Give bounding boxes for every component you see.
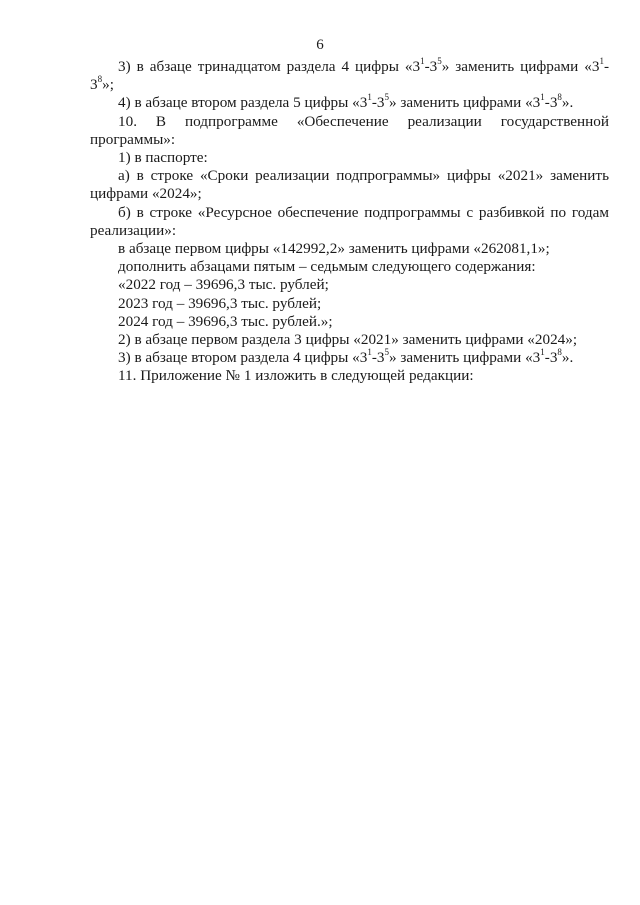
text-run: » заменить цифрами «3: [389, 94, 541, 112]
superscript: 8: [557, 92, 562, 103]
document-body: [90, 55, 609, 386]
text-run: а) в строке «Сроки реализации подпрограммы» цифры «2021» заменить цифрами «2024»;: [90, 167, 609, 203]
text-run: » заменить цифрами «3: [441, 58, 600, 75]
text-run: б) в строке «Ресурсное обеспечение подпрограммы с разбивкой по годам реализации»:: [90, 203, 609, 239]
superscript: 1: [420, 55, 425, 66]
paragraph-p12: [90, 331, 609, 349]
page-number: 6: [316, 37, 324, 53]
text-run: -3: [90, 58, 609, 94]
paragraph-p8: [90, 258, 609, 276]
paragraph-p11: [90, 313, 609, 331]
superscript: 1: [540, 92, 545, 103]
superscript: 5: [384, 92, 389, 103]
text-run: 11. Приложение № 1 изложить в следующей редакции:: [118, 367, 474, 385]
text-run: » заменить цифрами «3: [389, 349, 541, 367]
text-run: -3: [424, 58, 438, 75]
text-run: дополнить абзацами пятым – седьмым следующего содержания:: [118, 258, 536, 276]
paragraph-p6: [90, 204, 609, 240]
paragraph-p4: [90, 149, 609, 167]
paragraph-p2: [90, 94, 609, 112]
superscript: 1: [599, 55, 604, 66]
paragraph-p9: [90, 276, 609, 294]
paragraph-p13: [90, 349, 609, 367]
text-run: -3: [544, 94, 558, 112]
superscript: 1: [367, 92, 372, 103]
paragraph-p3: [90, 113, 609, 149]
text-run: 2) в абзаце первом раздела 3 цифры «2021» заменить цифрами «2024»;: [118, 331, 578, 349]
paragraph-p14: [90, 367, 609, 385]
text-run: 1) в паспорте:: [118, 149, 208, 167]
paragraph-p7: [90, 240, 609, 258]
text-run: -3: [371, 94, 385, 112]
superscript: 1: [540, 347, 545, 358]
text-run: ».: [561, 349, 574, 367]
text-run: »;: [102, 76, 114, 94]
text-run: 4) в абзаце втором раздела 5 цифры «3: [118, 94, 368, 112]
text-run: 2023 год – 39696,3 тыс. рублей;: [118, 294, 322, 312]
text-run: -3: [371, 349, 385, 367]
paragraph-p5: [90, 167, 609, 203]
text-run: 2024 год – 39696,3 тыс. рублей.»;: [118, 312, 333, 330]
superscript: 5: [384, 347, 389, 358]
text-run: «2022 год – 39696,3 тыс. рублей;: [118, 276, 329, 294]
superscript: 8: [557, 347, 562, 358]
superscript: 8: [97, 74, 103, 85]
text-run: -3: [544, 349, 558, 367]
text-run: 3) в абзаце втором раздела 4 цифры «3: [118, 349, 368, 367]
paragraph-p10: [90, 295, 609, 313]
superscript: 1: [367, 347, 372, 358]
text-run: 10. В подпрограмме «Обеспечение реализации государственной программы»:: [90, 112, 609, 148]
text-run: в абзаце первом цифры «142992,2» заменить цифрами «262081,1»;: [118, 240, 550, 258]
superscript: 5: [437, 55, 442, 66]
text-run: ».: [561, 94, 574, 112]
paragraph-p1: [90, 55, 609, 94]
text-run: 3) в абзаце тринадцатом раздела 4 цифры «3: [118, 58, 421, 75]
